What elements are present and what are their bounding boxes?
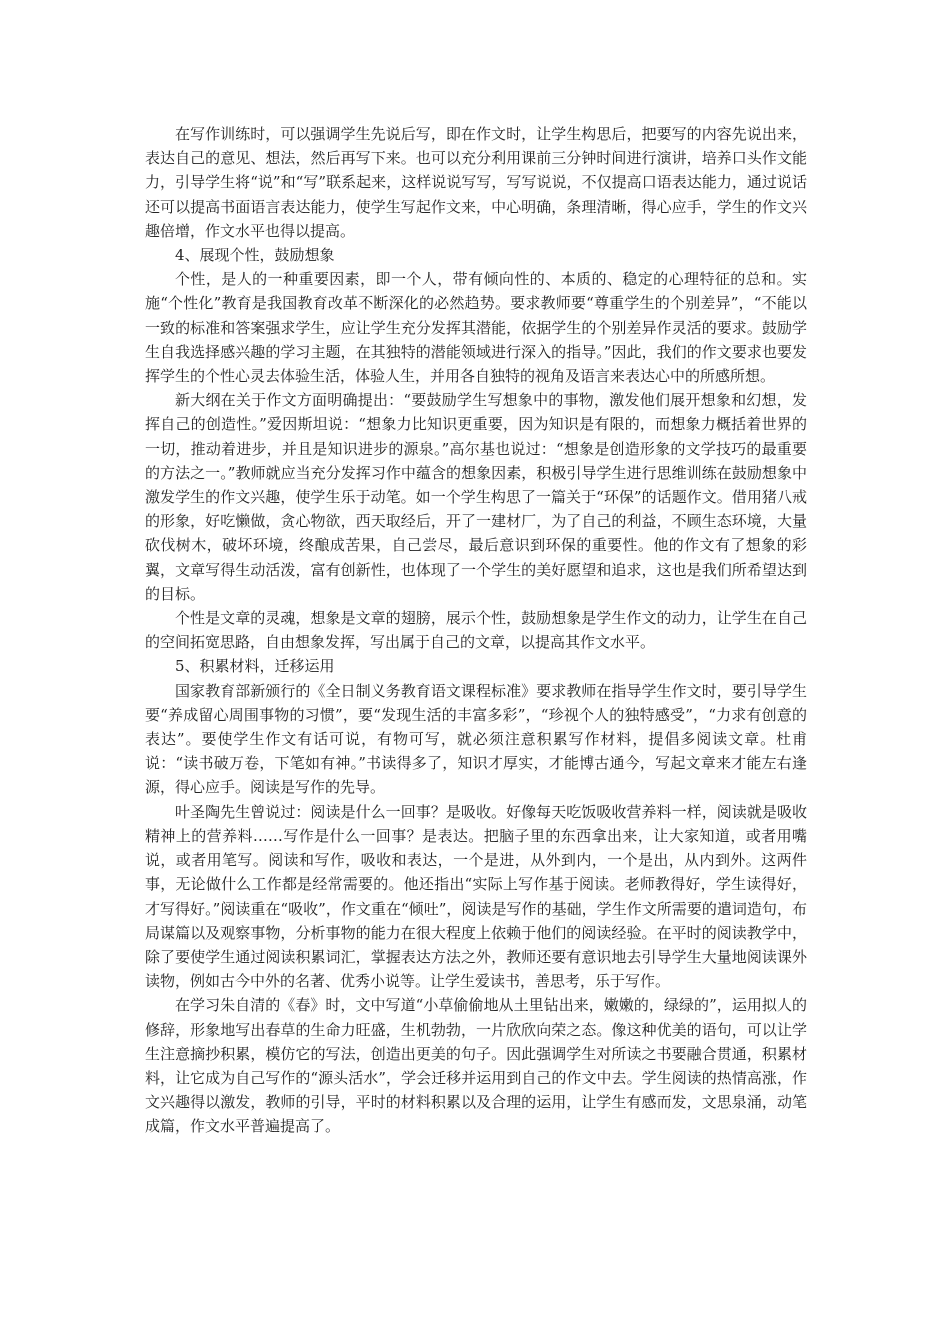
paragraph-individuality-summary: 个性是文章的灵魂，想象是文章的翅膀，展示个性，鼓励想象是学生作文的动力，让学生在自己的空间拓宽思路，自由想象发挥，写出属于自己的文章，以提高其作文水平。 <box>145 609 807 652</box>
paragraph-imagination: 新大纲在关于作文方面明确提出：“要鼓励学生写想象中的事物，激发他们展开想象和幻想，发挥自己的创造性。”爱因斯坦说：“想象力比知识更重要，因为知识是有限的，而想象力概括着世界的一切，推动着进步，并且是知识进步的源泉。”高尔基也说过：“想象是创造形象的文学技巧的最重要的方法之一。”教师就应当充分发挥习作中蕴含的想象因素，积极引导学生进行思维训练在鼓励想象中激发学生的作文兴趣，使学生乐于动笔。如一个学生构思了一篇关于“环保”的话题作文。借用猪八戒的形象，好吃懒做，贪心物欲，西天取经后，开了一建材厂，为了自己的利益，不顾生态环境，大量砍伐树木，破坏环境，终酿成苦果，自己尝尽，最后意识到环保的重要性。他的作文有了想象的彩翼，文章写得生动活泼，富有创新性，也体现了一个学生的美好愿望和追求，这也是我们所希望达到的目标。 <box>145 391 807 603</box>
section-heading-5: 5、积累材料，迁移运用 <box>175 657 335 676</box>
paragraph-individuality: 个性，是人的一种重要因素，即一个人，带有倾向性的、本质的、稳定的心理特征的总和。实施“个性化”教育是我国教育改革不断深化的必然趋势。要求教师要“尊重学生的个别差异”，“不能以一致的标准和答案强求学生，应让学生充分发挥其潜能，依据学生的个别差异作灵活的要求。鼓励学生自我选择感兴趣的学习主题，在其独特的潜能领域进行深入的指导。”因此，我们的作文要求也要发挥学生的个性心灵去体验生活，体验人生，并用各自独特的视角及语言来表达心中的所感所想。 <box>145 270 807 386</box>
paragraph-curriculum-standard: 国家教育部新颁行的《全日制义务教育语文课程标准》要求教师在指导学生作文时，要引导学生要“养成留心周围事物的习惯”，要“发现生活的丰富多彩”，“珍视个人的独特感受”，“力求有创意的表达”。要使学生作文有话可说，有物可写，就必须注意积累写作材料，提倡多阅读文章。杜甫说：“读书破万卷，下笔如有神。”书读得多了，知识才厚实，才能博古通今，写起文章来才能左右逢源，得心应手。阅读是写作的先导。 <box>145 681 807 797</box>
paragraph-speak-then-write: 在写作训练时，可以强调学生先说后写，即在作文时，让学生构思后，把要写的内容先说出来，表达自己的意见、想法，然后再写下来。也可以充分利用课前三分钟时间进行演讲，培养口头作文能力，引导学生将“说”和“写”联系起来，这样说说写写，写写说说，不仅提高口语表达能力，通过说话还可以提高书面语言表达能力，使学生写起作文来，中心明确，条理清晰，得心应手，学生的作文兴趣倍增，作文水平也得以提高。 <box>145 125 807 240</box>
paragraph-spring-example: 在学习朱自清的《春》时，文中写道“小草偷偷地从土里钻出来，嫩嫩的，绿绿的”，运用拟人的修辞，形象地写出春草的生命力旺盛，生机勃勃，一片欣欣向荣之态。像这种优美的语句，可以让学生注意摘抄积累，模仿它的写法，创造出更美的句子。因此强调学生对所读之书要融合贯通，积累材料，让它成为自己写作的“源头活水”，学会迁移并运用到自己的作文中去。学生阅读的热情高涨，作文兴趣得以激发，教师的引导，平时的材料积累以及合理的运用，让学生有感而发，文思泉涌，动笔成篇，作文水平普遍提高了。 <box>145 996 807 1136</box>
section-heading-4: 4、展现个性，鼓励想象 <box>175 246 335 265</box>
paragraph-ye-shengtao: 叶圣陶先生曾说过：阅读是什么一回事？是吸收。好像每天吃饭吸收营养料一样，阅读就是吸收精神上的营养料……写作是什么一回事？是表达。把脑子里的东西拿出来，让大家知道，或者用嘴说，或者用笔写。阅读和写作，吸收和表达，一个是进，从外到内，一个是出，从内到外。这两件事，无论做什么工作都是经常需要的。他还指出“实际上写作基于阅读。老师教得好，学生读得好，才写得好。”阅读重在“吸收”，作文重在“倾吐”，阅读是写作的基础，学生作文所需要的遣词造句，布局谋篇以及观察事物，分析事物的能力在很大程度上依赖于他们的阅读经验。在平时的阅读教学中，除了要使学生通过阅读积累词汇，掌握表达方法之外，教师还要有意识地去引导学生大量地阅读课外读物，例如古今中外的名著、优秀小说等。让学生爱读书，善思考，乐于写作。 <box>145 802 807 991</box>
document-page <box>145 122 807 1139</box>
